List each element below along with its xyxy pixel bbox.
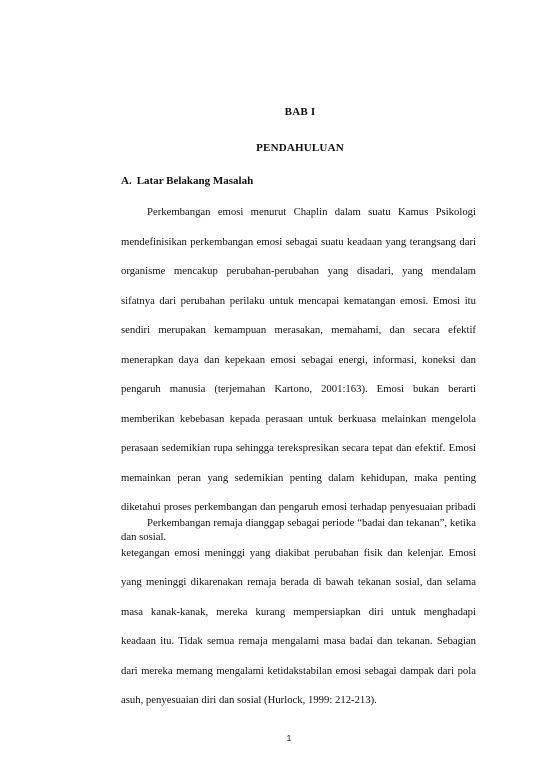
paragraph-text: Perkembangan remaja dianggap sebagai periode “badai dan tekanan”, ketika ketegangan emosi meninggi yang diakibat perubahan fisik dan kelenjar. Emosi yang meninggi dikarenakan remaja berada di bawah tekanan sosial, dan selama masa kanak-kanak, mereka kurang mempersiapkan diri untuk menghadapi keadaan itu. Tidak semua remaja mengalami masa badai dan tekanan. Sebagian dari mereka memang mengalami ketidakstabilan emosi sebagai dampak dari pola asuh, penyesuaian diri dan sosial (Hurlock, 1999: 212-213). <box>121 517 476 706</box>
chapter-number: BAB I <box>284 106 316 118</box>
page-number: 1 <box>286 733 292 743</box>
section-title: Latar Belakang Masalah <box>136 175 254 187</box>
paragraph <box>121 198 476 552</box>
section-heading <box>121 175 253 187</box>
paragraph-text: Perkembangan emosi menurut Chaplin dalam suatu Kamus Psikologi mendefinisikan perkembangan emosi sebagai suatu keadaan yang terangsang dari organisme mencakup perubahan-perubahan yang disadari, yang mendalam sifatnya dari perubahan perilaku untuk mencapai kematangan emosi. Emosi itu sendiri merupakan kemampuan merasakan, memahami, dan secara efektif menerapkan daya dan kepekaan emosi sebagai energi, informasi, koneksi dan pengaruh manusia (terjemahan Kartono, 2001:163). Emosi bukan berarti memberikan kebebasan kepada perasaan untuk berkuasa melainkan mengelola perasaan sedemikian rupa sehingga terekspresikan secara tepat dan efektif. Emosi memainkan peran yang sedemikian penting dalam kehidupan, maka penting diketahui proses perkembangan dan pengaruh emosi terhadap penyesuaian pribadi dan sosial. <box>121 206 476 543</box>
chapter-title: PENDAHULUAN <box>256 142 344 154</box>
section-number: A. <box>121 175 132 187</box>
paragraph <box>121 509 476 716</box>
